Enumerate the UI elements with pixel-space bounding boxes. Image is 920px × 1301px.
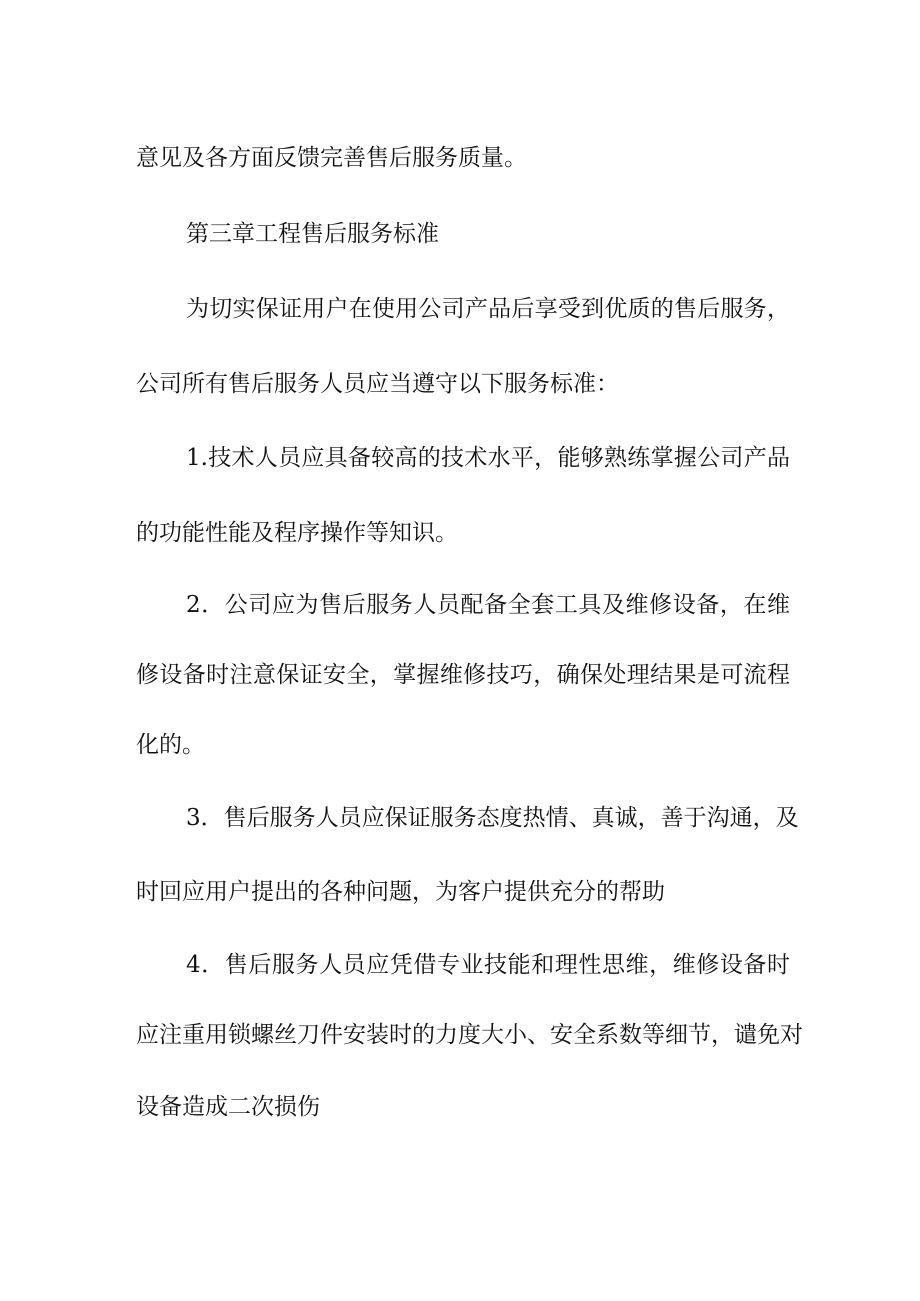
list-item-1-line-1: 1.技术人员应具备较高的技术水平，能够熟练掌握公司产品	[186, 445, 790, 471]
text-line-3: 为切实保证用户在使用公司产品后享受到优质的售后服务，	[186, 296, 790, 322]
list-item-2-line-3: 化的。	[136, 732, 205, 758]
list-item-2-line-2: 修设备时注意保证安全，掌握维修技巧，确保处理结果是可流程	[136, 662, 790, 688]
text-line-1: 意见及各方面反馈完善售后服务质量。	[136, 145, 527, 171]
list-item-2-line-1: 2．公司应为售后服务人员配备全套工具及维修设备，在维	[186, 592, 790, 618]
list-item-3-line-1: 3．售后服务人员应保证服务态度热情、真诚，善于沟通，及	[186, 805, 799, 831]
list-item-1-line-2: 的功能性能及程序操作等知识。	[136, 520, 458, 546]
chapter-heading: 第三章工程售后服务标准	[186, 221, 439, 247]
list-item-3-line-2: 时回应用户提出的各种问题，为客户提供充分的帮助	[136, 879, 665, 905]
text-line-4: 公司所有售后服务人员应当遵守以下服务标准：	[136, 371, 619, 397]
list-item-4-line-2: 应注重用锁螺丝刀件安装时的力度大小、安全系数等细节，谴免对	[136, 1022, 803, 1048]
list-item-4-line-3: 设备造成二次损伤	[136, 1094, 320, 1120]
list-item-4-line-1: 4．售后服务人员应凭借专业技能和理性思维，维修设备时	[186, 952, 790, 978]
